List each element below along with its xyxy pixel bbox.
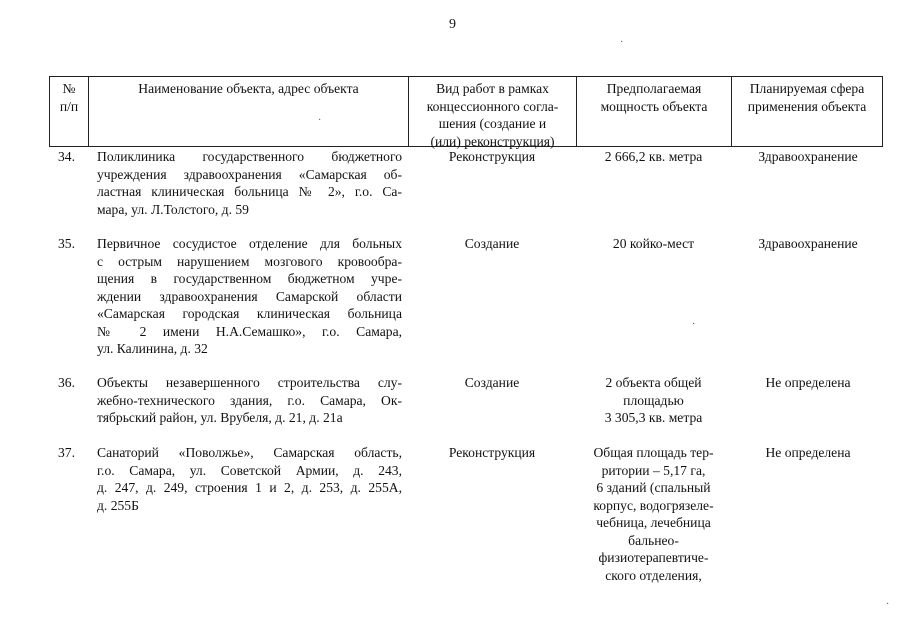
row-scope: Здравоохранение bbox=[758, 149, 858, 164]
row-name bbox=[97, 444, 402, 514]
row-capacity: Общая площадь тер- ритории – 5,17 га, 6 зданий (спальный корпус, водогрязеле- чебница, лечебница бальнео- физиотерапевтиче- ского отделения, bbox=[593, 445, 714, 583]
table-header bbox=[49, 76, 883, 147]
header-number-text: № п/п bbox=[59, 81, 79, 114]
header-name bbox=[88, 77, 408, 146]
scan-speck: · bbox=[318, 115, 322, 126]
row-scope: Здравоохранение bbox=[758, 236, 858, 251]
row-number: 35. bbox=[58, 236, 75, 251]
page-number: 9 bbox=[449, 17, 456, 32]
row-name-line: мара, ул. Л.Толстого, д. 59 bbox=[97, 201, 249, 217]
row-number: 34. bbox=[58, 149, 75, 164]
row-name-line: Первичное сосудистое отделение для больных bbox=[97, 236, 402, 251]
row-name-line: Объекты незавершенного строительства слу- bbox=[97, 375, 402, 390]
row-name-line: д. 247, д. 249, строения 1 и 2, д. 253, д. 255А, bbox=[97, 480, 402, 495]
row-capacity: 20 койко-мест bbox=[612, 236, 695, 251]
header-work-type-text: Вид работ в рамках концессионного согла- шения (создание и (или) реконструкция) bbox=[426, 81, 559, 149]
row-capacity: 2 объекта общей площадью 3 305,3 кв. метра bbox=[604, 375, 703, 425]
row-name-line: г.о. Самара, ул. Советской Армии, д. 243, bbox=[97, 462, 402, 478]
header-number bbox=[49, 77, 88, 146]
header-scope-text: Планируемая сфера применения объекта bbox=[747, 81, 867, 114]
row-name-line: ластная клиническая больница № 2», г.о. Са- bbox=[97, 184, 402, 199]
row-capacity: 2 666,2 кв. метра bbox=[604, 149, 703, 164]
row-scope: Не определена bbox=[765, 445, 851, 460]
row-work-type: Создание bbox=[464, 236, 520, 251]
header-capacity bbox=[576, 77, 731, 146]
row-scope: Не определена bbox=[765, 375, 851, 390]
scan-speck: · bbox=[886, 599, 890, 610]
row-name bbox=[97, 374, 402, 427]
row-name-line: тябрьский район, ул. Врубеля, д. 21, д. 21а bbox=[97, 410, 343, 425]
row-work-type: Реконструкция bbox=[448, 445, 536, 460]
row-name-line: д. 255Б bbox=[97, 497, 139, 513]
row-name-line: Санаторий «Поволжье», Самарская область, bbox=[97, 445, 402, 460]
row-work-type: Реконструкция bbox=[448, 149, 536, 164]
row-name bbox=[97, 235, 402, 358]
row-name-line: жебно-технического здания, г.о. Самара, Ок- bbox=[97, 392, 402, 408]
row-work-type: Создание bbox=[464, 375, 520, 390]
row-number: 36. bbox=[58, 375, 75, 390]
header-name-text: Наименование объекта, адрес объекта bbox=[138, 81, 359, 96]
header-work-type bbox=[408, 77, 576, 149]
header-scope bbox=[731, 77, 883, 146]
row-name-line: щения в государственном бюджетном учре- bbox=[97, 271, 402, 286]
scan-speck: · bbox=[692, 319, 696, 330]
row-name-line: с острым нарушением мозгового кровообра- bbox=[97, 253, 402, 269]
scan-speck: · bbox=[620, 37, 624, 48]
row-name-line: № 2 имени Н.А.Семашко», г.о. Самара, bbox=[97, 323, 402, 339]
row-name bbox=[97, 148, 402, 218]
row-name-line: «Самарская городская клиническая больница bbox=[97, 306, 402, 321]
row-number: 37. bbox=[58, 445, 75, 460]
row-name-line: ул. Калинина, д. 32 bbox=[97, 341, 208, 356]
row-name-line: Поликлиника государственного бюджетного bbox=[97, 149, 402, 164]
row-name-line: ждении здравоохранения Самарской области bbox=[97, 288, 402, 304]
header-capacity-text: Предполагаемая мощность объекта bbox=[600, 81, 708, 114]
row-name-line: учреждения здравоохранения «Самарская об- bbox=[97, 166, 402, 182]
